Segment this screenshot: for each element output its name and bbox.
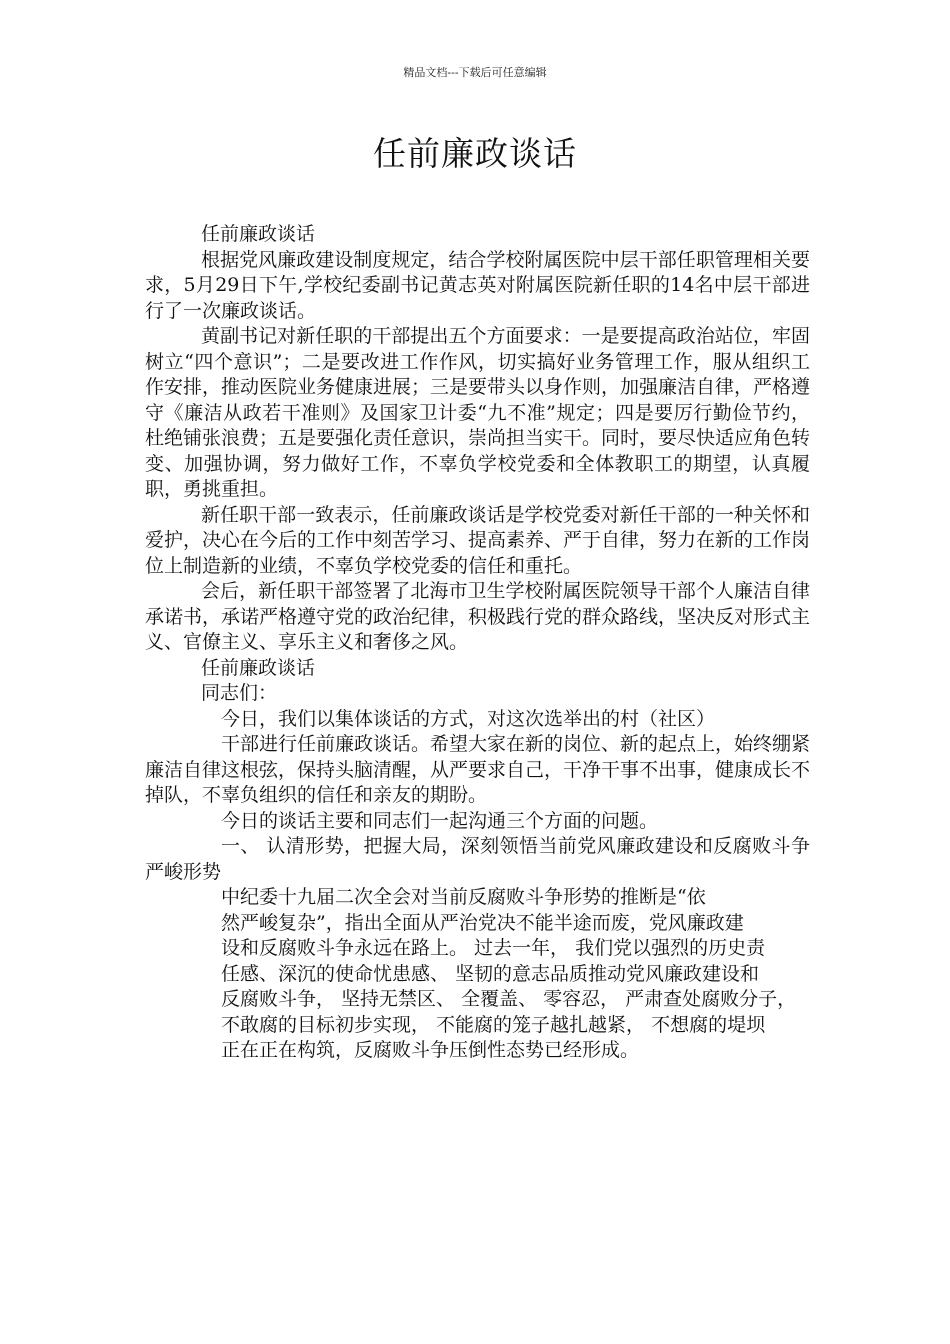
paragraph: 任感、深沉的使命忧患感、 坚韧的意志品质推动党风廉政建设和 <box>221 962 760 985</box>
section-heading: 任前廉政谈话 <box>201 223 316 245</box>
paragraph: 正在正在构筑，反腐败斗争压倒性态势已经形成。 <box>221 1039 640 1061</box>
paragraph: 干部进行任前廉政谈话。希望大家在新的岗位、新的起点上，始终绷紧廉洁自律这根弦，保持头脑清醒，从严要求自己，干净干事不出事，健康成长不掉队，不辜负组织的信任和亲友的期盼。 <box>145 733 811 806</box>
page-header: 精品文档---下载后可任意编辑 <box>403 66 547 79</box>
document-body <box>145 222 810 1064</box>
salutation: 同志们： <box>201 682 278 704</box>
paragraph: 反腐败斗争， 坚持无禁区、 全覆盖、 零容忍， 严肃查处腐败分子， <box>221 988 797 1010</box>
paragraph: 一、 认清形势，把握大局，深刻领悟当前党风廉政建设和反腐败斗争严峻形势 <box>145 835 810 883</box>
paragraph: 设和反腐败斗争永远在路上。 过去一年， 我们党以强烈的历史责 <box>221 937 766 959</box>
paragraph: 今日，我们以集体谈话的方式，对这次选举出的村（社区） <box>221 707 716 730</box>
document-title: 任前廉政谈话 <box>373 134 577 173</box>
paragraph: 黄副书记对新任职的干部提出五个方面要求：一是要提高政治站位，牢固树立“四个意识”；二是要改进工作作风，切实搞好业务管理工作，服从组织工作安排，推动医院业务健康进展；三是要带头以身作则，加强廉洁自律，严格遵守《廉洁从政若干准则》及国家卫计委“九不准”规定；四是要厉行勤俭节约，杜绝铺张浪费；五是要强化责任意识，崇尚担当实干。同时，要尽快适应角色转变、加强协调，努力做好工作，不辜负学校党委和全体教职工的期望，认真履职，勇挑重担。 <box>145 325 811 500</box>
paragraph: 中纪委十九届二次全会对当前反腐败斗争形势的推断是“依 <box>221 886 706 908</box>
paragraph: 今日的谈话主要和同志们一起沟通三个方面的问题。 <box>221 809 659 832</box>
paragraph: 根据党风廉政建设制度规定，结合学校附属医院中层干部任职管理相关要求，5月29日下午,学校纪委副书记黄志英对附属医院新任职的14名中层干部进行了一次廉政谈话。 <box>145 248 810 322</box>
paragraph: 新任职干部一致表示，任前廉政谈话是学校党委对新任干部的一种关怀和爱护，决心在今后的工作中刻苦学习、提高素养、严于自律，努力在新的工作岗位上制造新的业绩，不辜负学校党委的信任和重托。 <box>145 503 811 577</box>
paragraph: 会后，新任职干部签署了北海市卫生学校附属医院领导干部个人廉洁自律承诺书，承诺严格遵守党的政治纪律，积极践行党的群众路线，坚决反对形式主义、官僚主义、享乐主义和奢侈之风。 <box>145 580 811 653</box>
section-heading: 任前廉政谈话 <box>201 656 316 679</box>
paragraph: 不敢腐的目标初步实现， 不能腐的笼子越扎越紧， 不想腐的堤坝 <box>221 1013 766 1036</box>
paragraph: 然严峻复杂”，指出全面从严治党决不能半途而废，党风廉政建 <box>221 911 744 934</box>
